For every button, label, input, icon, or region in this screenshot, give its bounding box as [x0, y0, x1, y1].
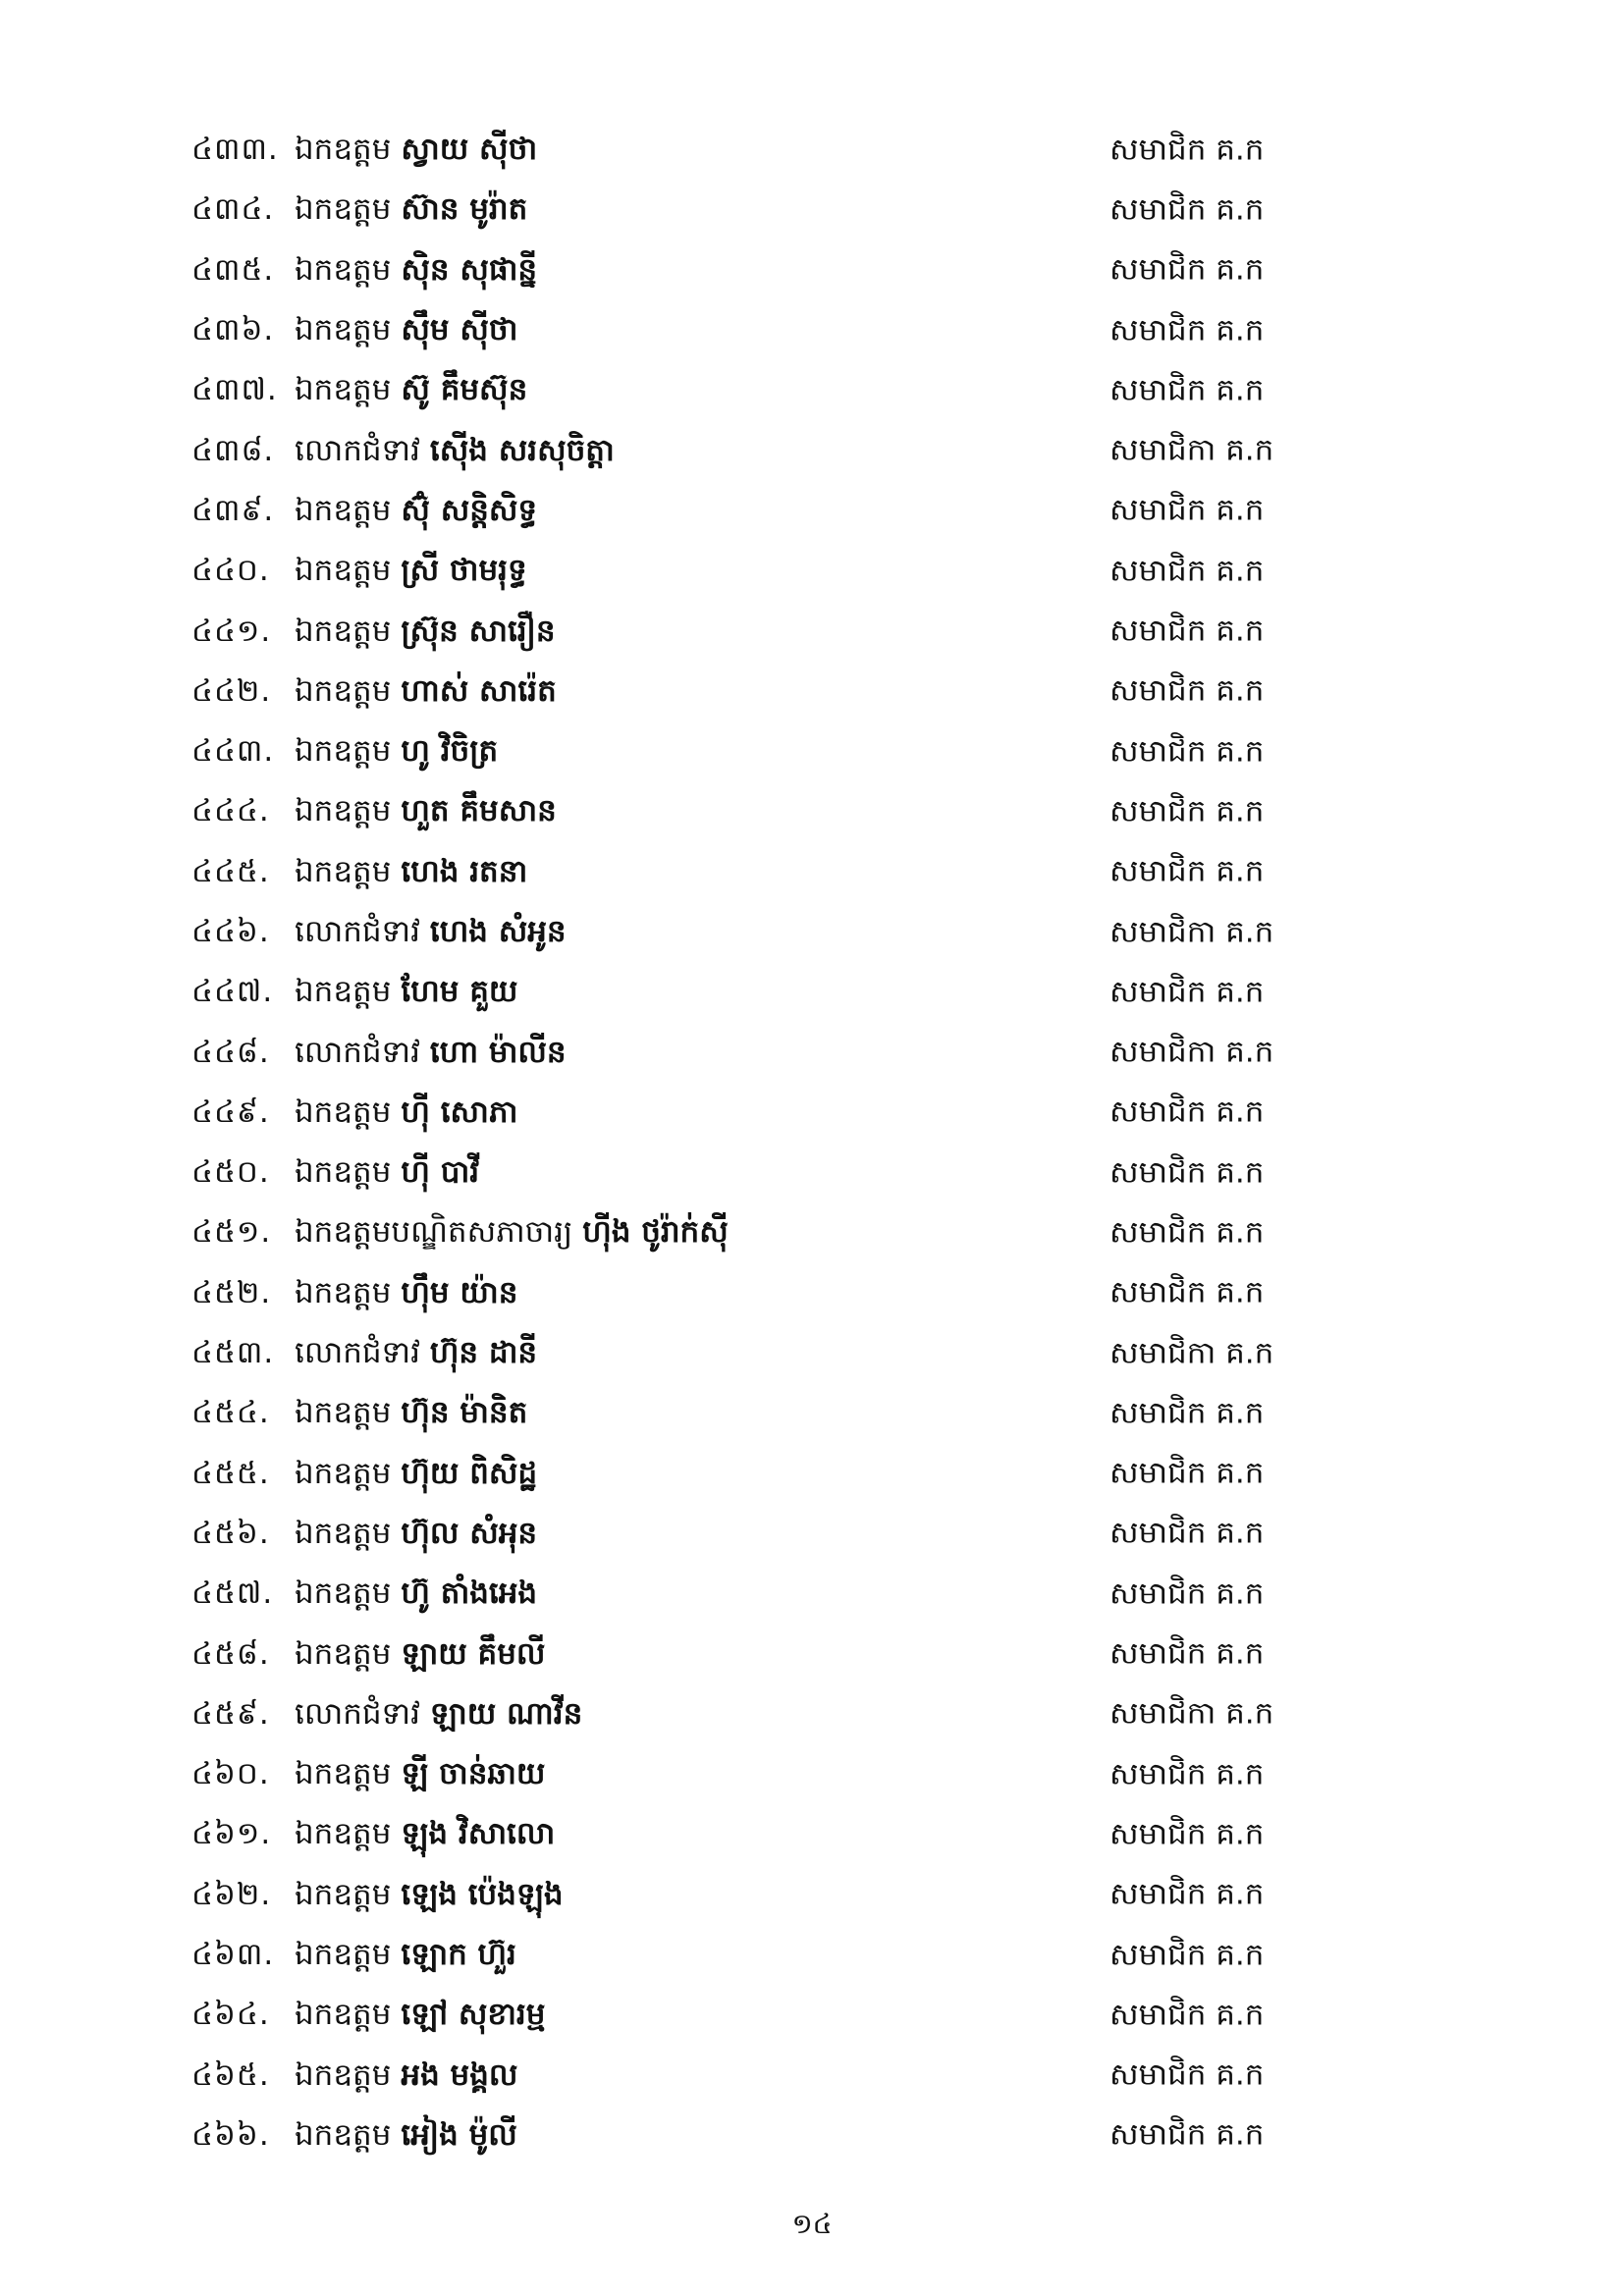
entry-number: ៤៤៤.	[191, 793, 270, 829]
list-item	[191, 1627, 1311, 1686]
entry-title: ឯកឧត្តម	[295, 1816, 392, 1852]
entry-role: សមាជិក គ.ក	[1110, 1515, 1265, 1551]
entry-role: សមាជិក គ.ក	[1110, 2116, 1265, 2153]
list-item	[191, 905, 1311, 965]
entry-role: សមាជិក គ.ក	[1110, 492, 1265, 528]
list-item	[191, 724, 1311, 784]
entry-name: ហ៊ុល សំអុន	[401, 1515, 538, 1551]
entry-title: លោកជំទាវ	[295, 1695, 420, 1732]
list-item	[191, 484, 1311, 544]
entry-role: សមាជិក គ.ក	[1110, 251, 1265, 288]
entry-name: ហែម គួយ	[401, 974, 518, 1010]
entry-name: ហ៊ូ តាំងអេង	[401, 1575, 538, 1612]
entry-title: លោកជំទាវ	[295, 914, 420, 949]
entry-title: ឯកឧត្តម	[295, 492, 392, 528]
list-item	[191, 665, 1311, 724]
entry-name: ហួត គឹមសាន	[401, 793, 557, 829]
entry-name: ឡាយ ណាវីន	[429, 1695, 583, 1732]
entry-name: ហេង សំអូន	[429, 914, 567, 949]
entry-number: ៤៤០.	[191, 553, 270, 589]
list-item	[191, 1447, 1311, 1507]
list-item	[191, 1326, 1311, 1386]
entry-number: ៤៦៥.	[191, 2056, 270, 2093]
entry-title: ឯកឧត្តម	[295, 1274, 392, 1310]
entry-title: ឯកឧត្តម	[295, 1395, 392, 1431]
list-item	[191, 2049, 1311, 2109]
entry-name: ស៊ិន សុផាន្នី	[401, 251, 538, 288]
list-item	[191, 1507, 1311, 1567]
entry-role: សមាជិក គ.ក	[1110, 553, 1265, 589]
entry-name: ស្រី ថាមរុទ្ធ	[401, 553, 527, 589]
entry-name: ហ៊ី បាវី	[401, 1154, 480, 1191]
entry-number: ៤៣៤.	[191, 191, 275, 228]
entry-number: ៤៤២.	[191, 672, 272, 709]
entry-title: ឯកឧត្តម	[295, 1575, 392, 1612]
entry-title: ឯកឧត្តម	[295, 733, 392, 770]
list-item	[191, 1266, 1311, 1326]
entry-title: ឯកឧត្តម	[295, 372, 392, 408]
entry-role: សមាជិក គ.ក	[1110, 733, 1265, 770]
entry-name: ហោ ម៉ាលីន	[429, 1034, 567, 1070]
entry-role: សមាជិក គ.ក	[1110, 1455, 1265, 1491]
entry-name: ស៊ើង សរសុចិត្តា	[429, 432, 615, 468]
entry-number: ៤៦០.	[191, 1756, 270, 1792]
entry-title: ឯកឧត្តម	[295, 553, 392, 589]
entry-title: ឯកឧត្តម	[295, 191, 392, 228]
entry-name: ស្រ៊ុន សារឿន	[401, 613, 556, 649]
entry-title: លោកជំទាវ	[295, 432, 420, 468]
entry-role: សមាជិកា គ.ក	[1110, 1335, 1274, 1371]
entry-number: ៤៣៧.	[191, 372, 278, 408]
entry-number: ៤៦៤.	[191, 1997, 270, 2033]
entry-title: ឯកឧត្តម	[295, 1455, 392, 1491]
list-item	[191, 123, 1311, 183]
entry-number: ៤៦២.	[191, 1876, 272, 1912]
list-item	[191, 183, 1311, 242]
entry-name: ហាស់ សារ៉េត	[401, 672, 557, 709]
list-item	[191, 1025, 1311, 1085]
list-item	[191, 303, 1311, 363]
entry-name: ហ៊ុន ម៉ានិត	[401, 1395, 528, 1431]
entry-name: ឡី ចាន់ឆាយ	[401, 1756, 546, 1792]
entry-number: ៤៣៩.	[191, 492, 275, 528]
entry-role: សមាជិក គ.ក	[1110, 1094, 1265, 1130]
list-item	[191, 845, 1311, 905]
member-list	[191, 123, 1311, 2168]
list-item	[191, 1205, 1311, 1265]
entry-role: សមាជិក គ.ក	[1110, 1756, 1265, 1792]
entry-title: ឯកឧត្តម	[295, 251, 392, 288]
entry-title: ឯកឧត្តម	[295, 974, 392, 1010]
entry-role: សមាជិក គ.ក	[1110, 793, 1265, 829]
list-item	[191, 965, 1311, 1025]
entry-number: ៤៣៥.	[191, 251, 275, 288]
entry-role: សមាជិក គ.ក	[1110, 2056, 1265, 2093]
entry-name: ស្វាយ ស៊ីថា	[401, 132, 538, 168]
entry-role: សមាជិក គ.ក	[1110, 1154, 1265, 1191]
entry-role: សមាជិក គ.ក	[1110, 372, 1265, 408]
entry-number: ៤៣៣.	[191, 132, 279, 168]
entry-role: សមាជិកា គ.ក	[1110, 1034, 1274, 1070]
entry-name: ស៊ឹម ស៊ីថា	[401, 312, 518, 348]
entry-role: សមាជិកា គ.ក	[1110, 432, 1274, 468]
entry-number: ៤៥៦.	[191, 1515, 270, 1551]
entry-number: ៤៥៥.	[191, 1455, 270, 1491]
entry-title: ឯកឧត្តម	[295, 1094, 392, 1130]
entry-name: ឡុង វិសាលោ	[401, 1816, 556, 1852]
entry-name: ហ៊ីង ថូរ៉ាក់ស៊ី	[582, 1214, 729, 1251]
entry-number: ៤៤៩.	[191, 1094, 270, 1130]
list-item	[191, 544, 1311, 604]
entry-role: សមាជិក គ.ក	[1110, 613, 1265, 649]
entry-role: សមាជិកា គ.ក	[1110, 914, 1274, 949]
entry-number: ៤៥៧.	[191, 1575, 274, 1612]
entry-name: ហ៊ុយ ពិសិដ្ឋ	[401, 1455, 538, 1491]
entry-role: សមាជិកា គ.ក	[1110, 1695, 1274, 1732]
entry-role: សមាជិក គ.ក	[1110, 1214, 1265, 1251]
entry-number: ៤៤១.	[191, 613, 272, 649]
entry-title: ឯកឧត្តម	[295, 853, 392, 889]
entry-title: ឯកឧត្តម	[295, 672, 392, 709]
entry-name: ឡេង ប៉េងឡុង	[401, 1876, 564, 1912]
list-item	[191, 243, 1311, 303]
entry-title: ឯកឧត្តម	[295, 1515, 392, 1551]
list-item	[191, 363, 1311, 423]
page-number: ១៤	[791, 2208, 833, 2240]
entry-number: ៤៥០.	[191, 1154, 270, 1191]
entry-name: ស៊ាន មូរ៉ាត	[401, 191, 528, 228]
entry-name: ឡៅ សុខារម្ម	[401, 1997, 546, 2033]
entry-name: ស៊ុំ សន្តិសិទ្ធ	[401, 492, 538, 528]
entry-title: ឯកឧត្តម	[295, 1756, 392, 1792]
entry-role: សមាជិក គ.ក	[1110, 974, 1265, 1010]
entry-name: ហ៊ុន ដានី	[429, 1335, 538, 1371]
entry-title: ឯកឧត្តម	[295, 312, 392, 348]
entry-number: ៤៣៦.	[191, 312, 275, 348]
entry-number: ៤៤៣.	[191, 733, 275, 770]
list-item	[191, 1687, 1311, 1747]
entry-title: ឯកឧត្តម	[295, 613, 392, 649]
entry-number: ៤៦១.	[191, 1816, 272, 1852]
entry-role: សមាជិក គ.ក	[1110, 853, 1265, 889]
entry-role: សមាជិក គ.ក	[1110, 1274, 1265, 1310]
entry-title: ឯកឧត្តម	[295, 1154, 392, 1191]
entry-number: ៤៥៣.	[191, 1335, 275, 1371]
entry-role: សមាជិក គ.ក	[1110, 1937, 1265, 1973]
entry-role: សមាជិក គ.ក	[1110, 312, 1265, 348]
entry-title: ឯកឧត្តមបណ្ឌិតសភាចារ្យ	[295, 1214, 573, 1251]
entry-name: ហេង រតនា	[401, 853, 528, 889]
entry-number: ៤៣៨.	[191, 432, 275, 468]
list-item	[191, 1868, 1311, 1928]
entry-title: ឯកឧត្តម	[295, 1997, 392, 2033]
entry-number: ៤៤៨.	[191, 1034, 270, 1070]
entry-title: ឯកឧត្តម	[295, 132, 392, 168]
list-item	[191, 2109, 1311, 2168]
entry-name: ស៊ូ គឹមស៊ុន	[401, 372, 528, 408]
entry-role: សមាជិក គ.ក	[1110, 191, 1265, 228]
entry-title: ឯកឧត្តម	[295, 2056, 392, 2093]
entry-name: ឡោក ហ៊ួរ	[401, 1937, 516, 1973]
list-item	[191, 784, 1311, 844]
entry-role: សមាជិក គ.ក	[1110, 1395, 1265, 1431]
list-item	[191, 1928, 1311, 1988]
entry-number: ៤៤៧.	[191, 974, 274, 1010]
list-item	[191, 1086, 1311, 1146]
entry-number: ៤៤៥.	[191, 853, 270, 889]
entry-title: ឯកឧត្តម	[295, 1876, 392, 1912]
entry-title: ឯកឧត្តម	[295, 1937, 392, 1973]
list-item	[191, 604, 1311, 664]
entry-role: សមាជិក គ.ក	[1110, 1575, 1265, 1612]
list-item	[191, 1747, 1311, 1807]
list-item	[191, 1386, 1311, 1446]
entry-name: ហូ វិចិត្រ	[401, 733, 499, 770]
entry-role: សមាជិក គ.ក	[1110, 132, 1265, 168]
list-item	[191, 423, 1311, 483]
entry-name: ឡាយ គឹមលី	[401, 1635, 546, 1672]
entry-title: ឯកឧត្តម	[295, 2116, 392, 2153]
entry-role: សមាជិក គ.ក	[1110, 672, 1265, 709]
entry-number: ៤៥២.	[191, 1274, 272, 1310]
entry-title: លោកជំទាវ	[295, 1335, 420, 1371]
entry-number: ៤៦៣.	[191, 1937, 275, 1973]
entry-role: សមាជិក គ.ក	[1110, 1876, 1265, 1912]
entry-title: ឯកឧត្តម	[295, 1635, 392, 1672]
entry-name: អង មង្គល	[401, 2056, 518, 2093]
list-item	[191, 1988, 1311, 2048]
entry-name: ហ៊ឹម យ៉ាន	[401, 1274, 518, 1310]
list-item	[191, 1567, 1311, 1627]
entry-role: សមាជិក គ.ក	[1110, 1816, 1265, 1852]
entry-number: ៤៥៨.	[191, 1635, 270, 1672]
entry-number: ៤៥៤.	[191, 1395, 270, 1431]
entry-title: លោកជំទាវ	[295, 1034, 420, 1070]
entry-title: ឯកឧត្តម	[295, 793, 392, 829]
entry-role: សមាជិក គ.ក	[1110, 1635, 1265, 1672]
entry-number: ៤៥៩.	[191, 1695, 270, 1732]
entry-name: ហ៊ី សោភា	[401, 1094, 518, 1130]
entry-name: អៀង ម៉ូលី	[401, 2116, 517, 2153]
list-item	[191, 1146, 1311, 1205]
entry-number: ៤៦៦.	[191, 2116, 270, 2153]
entry-role: សមាជិក គ.ក	[1110, 1997, 1265, 2033]
entry-number: ៤៥១.	[191, 1214, 272, 1251]
entry-number: ៤៤៦.	[191, 914, 270, 949]
list-item	[191, 1807, 1311, 1867]
